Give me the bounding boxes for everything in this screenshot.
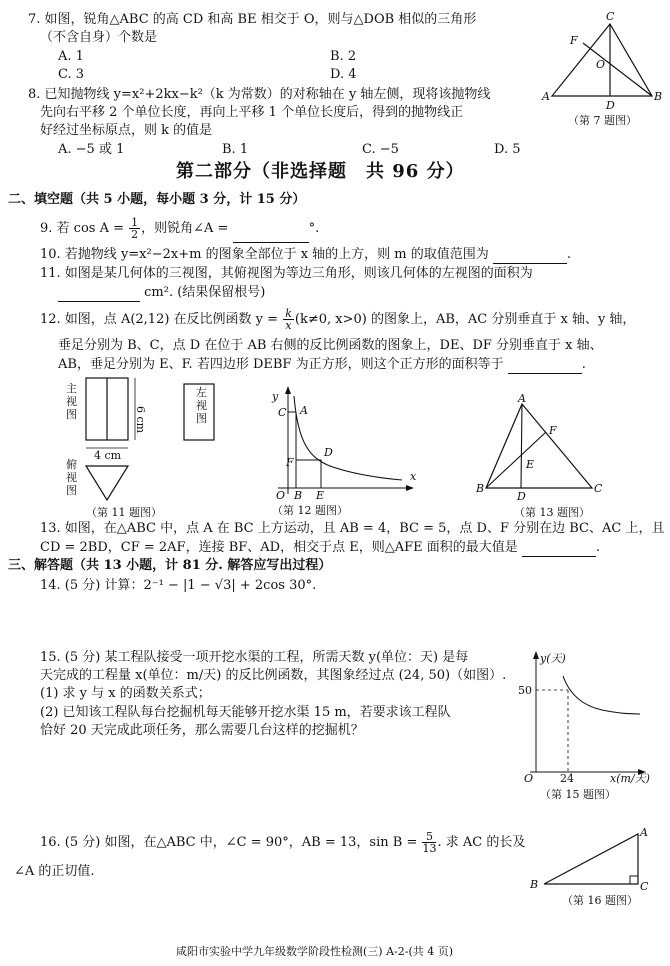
q15-line-1: 15. (5 分) 某工程队接受一项开挖水渠的工程，所需天数 y(单位：天) 是每 [40,650,469,665]
fig12-label-x: x [410,470,417,483]
q12-end: . [581,357,586,372]
q12-prefix: 12. 如图，点 A(2,12) 在反比例函数 y = [40,312,279,327]
q15-line-4: (2) 已知该工程队每台挖掘机每天能够开挖水渠 15 m，若要求该工程队 [40,705,451,720]
q7-option-d: D. 4 [330,67,357,82]
q11-line-2: cm². (结果保留根号) [144,285,266,300]
fig12-label-e: E [316,489,325,502]
fig12-label-b: B [294,489,303,502]
fig11-front-view-label-3: 图 [66,408,77,421]
figure-11 [58,372,238,520]
fig15-x-tick: 24 [560,772,574,785]
q16-line-2: ∠A 的正切值. [14,864,95,879]
fig16-label-b: B [530,878,539,891]
fig13-label-d: D [517,490,526,503]
fig11-width-dim: 4 cm [94,449,122,462]
fig12-label-a: A [300,404,308,417]
q11-line-2-wrap [58,285,265,302]
fig7-label-b: B [654,90,663,103]
page-footer: 咸阳市实验中学九年级数学阶段性检测(三) A-2-(共 4 页) [176,945,454,958]
fig7-label-c: C [606,10,615,23]
q12-answer-blank[interactable] [508,357,582,374]
q12-line-2: 垂足分别为 B、C，点 D 在位于 AB 右侧的反比例函数的图象上，DE、DF 分别垂直于 x 轴、 [58,338,603,353]
q8-option-c: C. −5 [362,142,399,157]
q16-suffix: . 求 AC 的长及 [437,835,526,850]
solve-heading: 三、解答题（共 13 小题，计 81 分. 解答应写出过程） [8,558,332,573]
fig15-caption: （第 15 题图） [540,788,616,801]
q8-option-d: D. 5 [494,142,521,157]
q12-line-3: AB，垂足分别为 E、F. 若四边形 DEBF 为正方形，则这个正方形的面积等于 [58,357,504,372]
q9-answer-blank[interactable] [233,216,309,243]
figure-16 [526,824,664,914]
q15-line-3: (1) 求 y 与 x 的函数关系式； [40,686,211,701]
q16-fraction [422,831,436,854]
q16-prefix: 16. (5 分) 如图，在△ABC 中，∠C = 90°，AB = 13，sin B = [40,835,418,850]
fig13-label-c: C [594,482,603,495]
q9-fraction [129,217,140,240]
q10 [40,247,571,264]
fig16-caption: （第 16 题图） [562,894,638,907]
q7-option-b: B. 2 [330,49,357,64]
q9-fraction-den: 2 [131,228,139,241]
q13-line-2-wrap [40,540,600,557]
fig12-label-y: y [272,390,279,403]
q13-answer-blank[interactable] [522,540,596,557]
q12-fraction [283,308,294,331]
figure-15 [516,646,662,802]
fig12-label-d: D [324,446,333,459]
fig12-label-c: C [278,406,287,419]
fig7-label-a: A [542,90,550,103]
q13-line-1: 13. 如图，在△ABC 中，点 A 在 BC 上方运动，且 AB = 4，BC = 5，点 D、F 分别在边 BC、AC 上，且 [40,521,665,536]
fig11-top-view [86,466,128,500]
fig11-caption: （第 11 题图） [86,506,162,519]
fig12-caption: （第 12 题图） [272,504,348,517]
fig16-label-a: A [640,826,648,839]
q11-answer-blank[interactable] [58,285,140,302]
fig13-label-f: F [549,424,557,437]
fig11-side-view-label-3: 图 [196,412,207,425]
q8-option-a: A. −5 或 1 [58,142,125,157]
q10-end: . [566,247,572,262]
q15-line-2: 天完成的工程量 x(单位：m/天) 的反比例函数，其图象经过点 (24, 50)（如图）. [40,668,507,683]
q12-fraction-den: x [285,319,292,332]
q7-stem: 7. 如图，锐角△ABC 的高 CD 和高 BE 相交于 O，则与△DOB 相似的三角形 [28,12,477,27]
q12-suffix: (k≠0, x>0) 的图象上，AB，AC 分别垂直于 x 轴、y 轴， [294,312,636,327]
q7-option-a: A. 1 [58,49,84,64]
fig11-top-view-label-2: 视 [66,471,77,484]
fig7-caption: （第 7 题图） [568,114,637,127]
q8-line-1: 8. 已知抛物线 y=x²+2kx−k²（k 为常数）的对称轴在 y 轴左侧，现将该抛物线 [28,87,491,102]
q10-text: 10. 若抛物线 y=x²−2x+m 的图象全部位于 x 轴的上方，则 m 的取值范围为 [40,247,489,262]
fig11-front-view-label-1: 主 [66,382,77,395]
part-two-title: 第二部分（非选择题 共 96 分） [176,161,465,182]
q8-line-3: 好经过坐标原点，则 k 的值是 [40,123,213,138]
fig12-label-f: F [286,456,294,469]
fill-in-heading: 二、填空题（共 5 小题，每小题 3 分，计 15 分） [8,192,306,207]
fig7-label-f: F [570,34,578,47]
fig15-origin: O [524,772,534,785]
fig13-caption: （第 13 题图） [514,506,590,519]
fig15-x-label: x(m/天) [610,772,650,785]
q8-line-2: 先向右平移 2 个单位长度，再向上平移 1 个单位长度后，得到的抛物线正 [40,105,464,120]
q9-unit: °. [308,221,320,236]
figure-12 [270,384,420,516]
figure-7 [540,8,665,128]
fig11-top-view-label-1: 俯 [66,458,77,471]
fig11-side-view-label-2: 视 [196,399,207,412]
q8-option-b: B. 1 [222,142,249,157]
q16-fraction-den: 13 [422,842,437,855]
q13-end: . [595,540,601,555]
fig7-label-o: O [596,58,606,71]
q7-option-c: C. 3 [58,67,85,82]
q9-suffix: ，则锐角∠A = [141,221,229,236]
q12-fraction-num: k [285,307,292,320]
fig12-label-o: O [276,489,286,502]
q12-line-1 [40,307,635,333]
figure-13 [474,394,614,518]
q11-line-1: 11. 如图是某几何体的三视图，其俯视图为等边三角形，则该几何体的左视图的面积为 [40,266,533,281]
fig11-height-dim: 6 cm [134,406,147,434]
q15-line-5: 恰好 20 天完成此项任务，那么需要几台这样的挖掘机？ [40,723,364,738]
fig11-front-view-label-2: 视 [66,395,77,408]
q16-line-1 [40,830,525,856]
q9-prefix: 9. 若 cos A = [40,221,124,236]
fig13-label-b: B [476,482,485,495]
q16-fraction-num: 5 [422,831,436,843]
q10-answer-blank[interactable] [493,247,567,264]
fig11-top-view-label-3: 图 [66,484,77,497]
q7-stem-2: （不含自身）个数是 [40,30,158,45]
q13-line-2: CD = 2BD，CF = 2AF，连接 BF、AD，相交于点 E，则△AFE 面积的最大值是 [40,540,518,555]
q14-text: 14. (5 分) 计算：2⁻¹ − |1 − √3| + 2cos 30°. [40,578,317,593]
fig15-y-label: y(天) [540,652,566,665]
fig7-label-d: D [606,99,615,112]
fig11-side-view-label-1: 左 [196,386,207,399]
q9-fraction-num: 1 [131,216,139,229]
fig13-label-a: A [518,392,526,405]
fig13-label-e: E [526,458,535,471]
q9 [40,216,319,243]
fig16-label-c: C [640,880,649,893]
fig15-y-tick: 50 [518,684,532,697]
